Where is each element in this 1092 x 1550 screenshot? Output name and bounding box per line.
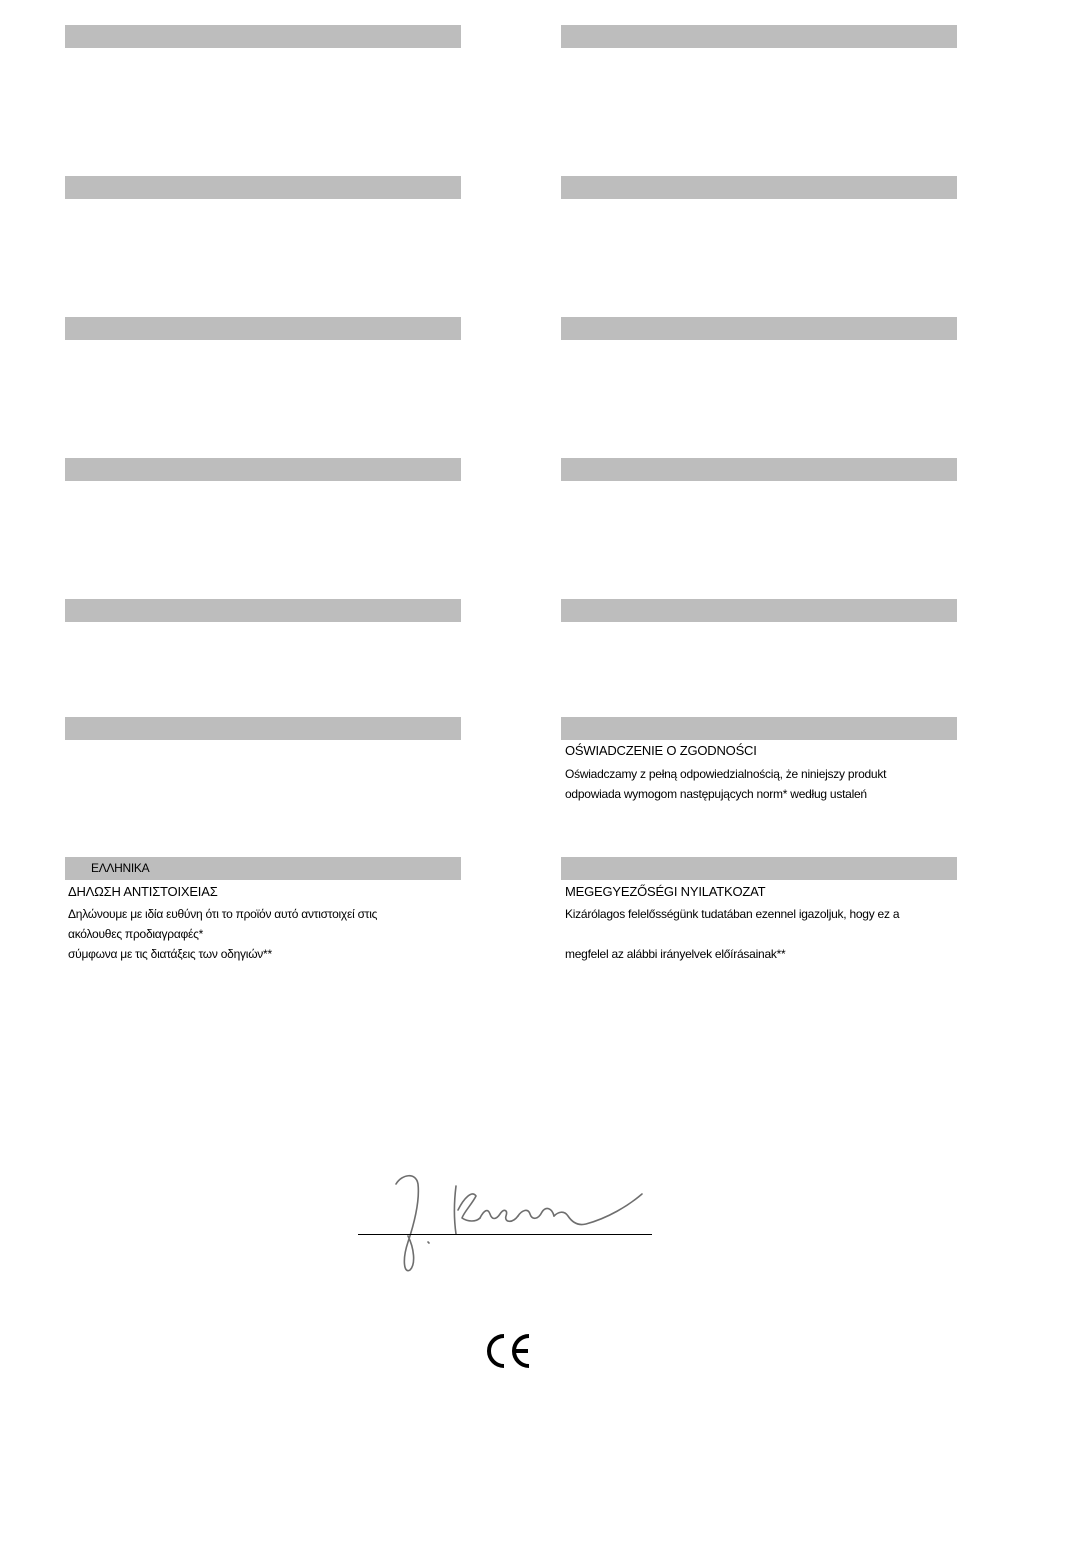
header-bar-left-5	[65, 599, 461, 622]
header-bar-right-1	[561, 25, 957, 48]
language-label-greek: ΕΛΛΗΝΙΚΑ	[91, 861, 150, 875]
header-bar-polish	[561, 717, 957, 740]
signature-image	[372, 1162, 652, 1280]
header-bar-greek	[65, 857, 461, 880]
header-bar-hungarian	[561, 857, 957, 880]
declaration-text-greek-line2: ακόλουθες προδιαγραφές*	[68, 927, 204, 941]
declaration-title-polish: OŚWIADCZENIE O ZGODNOŚCI	[565, 743, 757, 758]
header-bar-left-4	[65, 458, 461, 481]
header-bar-right-3	[561, 317, 957, 340]
declaration-text-hungarian-line2: megfelel az alábbi irányelvek előírásainak**	[565, 947, 786, 961]
header-bar-left-3	[65, 317, 461, 340]
declaration-title-hungarian: MEGEGYEZŐSÉGI NYILATKOZAT	[565, 884, 766, 899]
header-bar-right-4	[561, 458, 957, 481]
signature-line	[358, 1234, 652, 1235]
ce-mark-icon	[482, 1333, 534, 1369]
declaration-text-hungarian-line1: Kizárólagos felelősségünk tudatában ezennel igazoljuk, hogy ez a	[565, 907, 900, 921]
header-bar-right-5	[561, 599, 957, 622]
header-bar-left-6	[65, 717, 461, 740]
declaration-text-polish-line1: Oświadczamy z pełną odpowiedzialnością, że niniejszy produkt	[565, 767, 887, 781]
header-bar-right-2	[561, 176, 957, 199]
header-bar-left-1	[65, 25, 461, 48]
declaration-text-greek-line3: σύμφωνα με τις διατάξεις των οδηγιών**	[68, 947, 272, 961]
header-bar-left-2	[65, 176, 461, 199]
declaration-title-greek: ΔΗΛΩΣΗ ΑΝΤΙΣΤΟΙΧΕΙΑΣ	[68, 884, 218, 899]
declaration-text-greek-line1: Δηλώνουμε με ιδία ευθύνη ότι το προϊόν αυτό αντιστοιχεί στις	[68, 907, 378, 921]
declaration-text-polish-line2: odpowiada wymogom następujących norm* według ustaleń	[565, 787, 867, 801]
